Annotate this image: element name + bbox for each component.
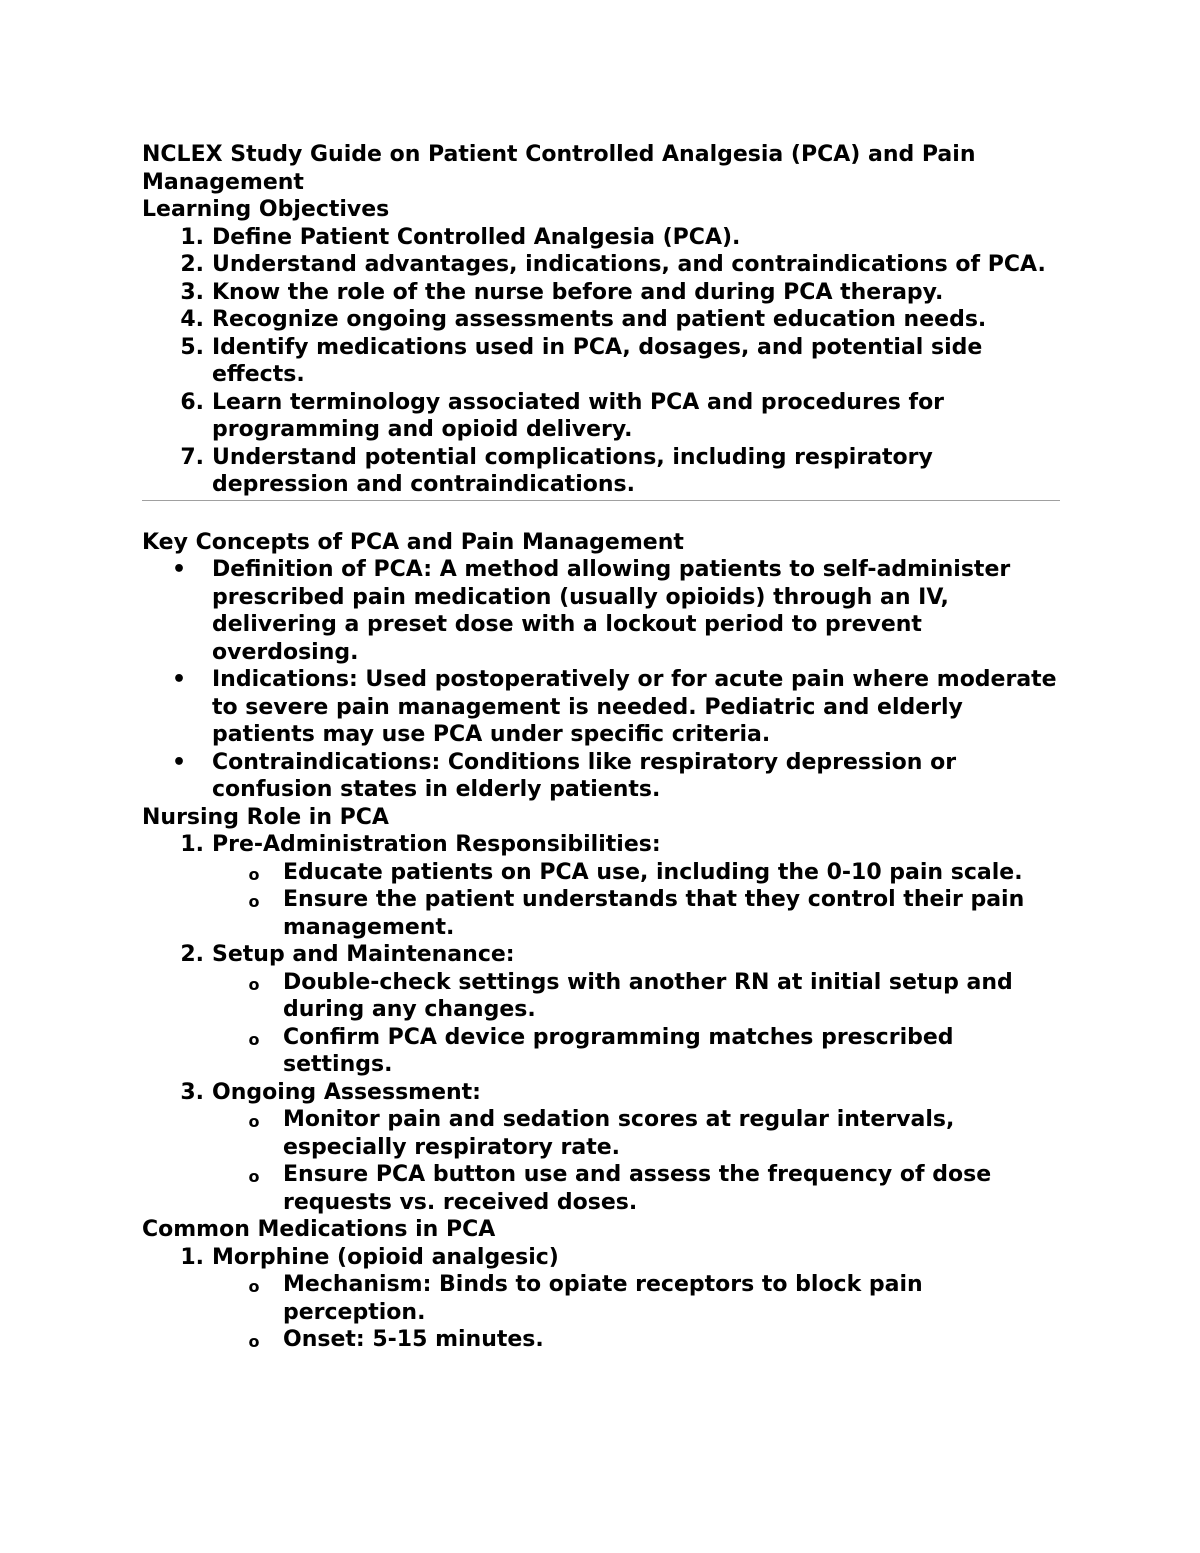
sub-list-item [142, 969, 1060, 1024]
sub-bullet-icon: o [248, 1167, 260, 1186]
list-number: 1. [180, 832, 204, 857]
key-concepts-heading: Key Concepts of PCA and Pain Management [142, 529, 684, 555]
list-item-text: Morphine (opioid analgesic) [212, 1244, 559, 1270]
sub-bullet-icon: o [248, 892, 260, 911]
sub-list-item-text: Onset: 5-15 minutes. [283, 1327, 544, 1352]
list-number: 1. [180, 224, 204, 250]
list-item-text: Learn terminology associated with PCA and procedures for programming and opioid delivery. [212, 389, 945, 442]
list-number: 1. [180, 1244, 204, 1270]
sub-list-item-text: Ensure PCA button use and assess the frequency of dose requests vs. received doses. [283, 1162, 992, 1215]
sub-list-item-text: Monitor pain and sedation scores at regular intervals, especially respiratory rate. [283, 1107, 955, 1160]
sub-list-item-text: Ensure the patient understands that they control their pain management. [283, 887, 1025, 940]
key-concepts-list [142, 556, 1060, 804]
nursing-role-list [142, 831, 1060, 1216]
bullet-icon: • [172, 749, 187, 775]
learning-objectives-heading: Learning Objectives [142, 197, 390, 222]
list-item-text: Define Patient Controlled Analgesia (PCA). [212, 224, 741, 250]
sub-list-item-text: Confirm PCA device programming matches prescribed settings. [283, 1024, 954, 1077]
sub-list-item [142, 1024, 1060, 1079]
learning-objectives-list [142, 224, 1060, 499]
sub-bullet-icon: o [248, 1277, 260, 1296]
sub-bullet-icon: o [248, 1112, 260, 1131]
medications-heading: Common Medications in PCA [142, 1217, 496, 1242]
list-item-text: Contraindications: Conditions like respiratory depression or confusion states in elderly patients. [212, 749, 957, 802]
list-number: 4. [180, 307, 204, 332]
bullet-icon: • [172, 667, 187, 692]
medications-list [142, 1244, 1060, 1354]
list-number: 6. [180, 389, 204, 415]
list-item [142, 224, 1060, 252]
sub-list-item [142, 1161, 1060, 1216]
list-item [142, 941, 1060, 969]
sub-list-item [142, 859, 1060, 887]
list-item [142, 666, 1060, 749]
list-number: 2. [180, 942, 204, 967]
list-item [142, 1244, 1060, 1272]
sub-bullet-icon: o [248, 974, 260, 994]
sub-list-item-text: Mechanism: Binds to opiate receptors to block pain perception. [283, 1272, 923, 1325]
list-number: 5. [180, 334, 204, 360]
nursing-role-heading: Nursing Role in PCA [142, 804, 389, 830]
sub-list-item-text: Educate patients on PCA use, including the 0-10 pain scale. [283, 859, 1023, 885]
list-item-text: Definition of PCA: A method allowing patients to self-administer prescribed pain medication (usually opioids) through an IV, delivering a preset dose with a lockout period to prevent overdosing. [212, 557, 1011, 665]
list-number: 3. [180, 1079, 204, 1105]
list-item-text: Pre-Administration Responsibilities: [212, 832, 661, 857]
list-item-text: Understand advantages, indications, and contraindications of PCA. [212, 252, 1046, 277]
sub-list-item [142, 1106, 1060, 1161]
list-number: 7. [180, 444, 204, 470]
list-item-text: Identify medications used in PCA, dosages, and potential side effects. [212, 334, 983, 387]
list-item [142, 306, 1060, 334]
sub-bullet-icon: o [248, 864, 260, 884]
list-item [142, 389, 1060, 444]
list-item-text: Understand potential complications, including respiratory depression and contraindications. [212, 444, 933, 497]
sub-list-item [142, 886, 1060, 941]
list-number: 3. [180, 279, 204, 305]
list-item [142, 831, 1060, 859]
list-item [142, 749, 1060, 804]
list-item [142, 251, 1060, 279]
list-item [142, 444, 1060, 499]
document-title: NCLEX Study Guide on Patient Controlled Analgesia (PCA) and Pain Management [142, 142, 976, 195]
sub-bullet-icon: o [248, 1029, 260, 1049]
list-item-text: Ongoing Assessment: [212, 1079, 481, 1105]
list-number: 2. [180, 252, 204, 277]
list-item-text: Recognize ongoing assessments and patient education needs. [212, 307, 987, 332]
sub-list-item [142, 1326, 1060, 1354]
list-item-text: Know the role of the nurse before and during PCA therapy. [212, 279, 944, 305]
list-item-text: Indications: Used postoperatively or for acute pain where moderate to severe pain management is needed. Pediatric and elderly patients may use PCA under specific criteria. [212, 667, 1057, 747]
bullet-icon: • [172, 557, 187, 582]
list-item [142, 556, 1060, 666]
sub-list-item-text: Double-check settings with another RN at initial setup and during any changes. [283, 969, 1013, 1022]
sub-list-item [142, 1271, 1060, 1326]
list-item [142, 1079, 1060, 1107]
blank-line [142, 501, 1060, 529]
list-item [142, 334, 1060, 389]
document-page [142, 141, 1060, 1354]
list-item-text: Setup and Maintenance: [212, 942, 515, 967]
list-item [142, 279, 1060, 307]
sub-bullet-icon: o [248, 1332, 260, 1351]
